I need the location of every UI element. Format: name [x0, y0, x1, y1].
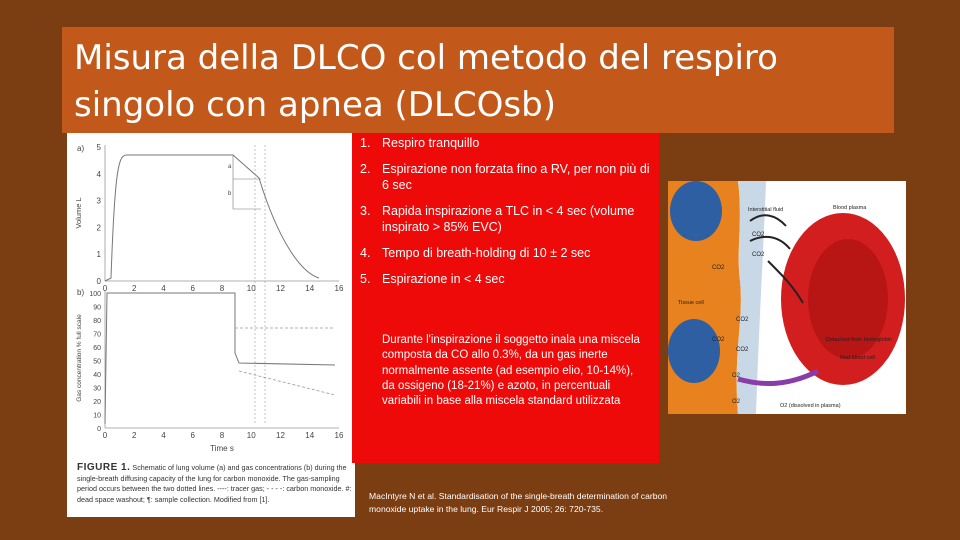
svg-text:CO2: CO2	[736, 347, 749, 353]
detached-hb-label: Detached from hemoglobin	[826, 337, 893, 343]
procedure-steps	[360, 135, 652, 297]
citation: MacIntyre N et al. Standardisation of the single-breath determination of carbon monoxide uptake in the lung. Eur Respir J 2005; 26: 720-735.	[369, 491, 668, 514]
tick-label: 6	[190, 431, 195, 440]
interstitial-label: Interstitial fluid	[748, 207, 784, 213]
tick-label: 14	[305, 284, 315, 293]
tick-label: 10	[246, 431, 256, 440]
rbc-label: Red blood cell	[840, 355, 875, 361]
tick-label: 80	[93, 318, 101, 325]
figure-caption	[77, 463, 353, 505]
tick-label: 90	[93, 304, 101, 312]
tick-label: 12	[276, 284, 285, 293]
tick-label: 0	[96, 277, 101, 286]
svg-text:CO2: CO2	[752, 232, 765, 238]
blood-plasma-label: Blood plasma	[833, 205, 867, 211]
tick-label: 70	[93, 331, 101, 339]
tick-label: 4	[161, 431, 166, 440]
svg-text:O2: O2	[732, 373, 741, 379]
tick-label: 8	[219, 431, 225, 440]
svg-text:CO2: CO2	[752, 252, 765, 258]
panel-b-xlabel: Time s	[210, 444, 234, 453]
svg-text:CO2: CO2	[712, 337, 725, 343]
tick-label: 0	[102, 284, 108, 293]
tick-label: 10	[246, 284, 256, 293]
tick-label: 40	[93, 372, 101, 379]
svg-text:O2: O2	[732, 399, 741, 405]
tick-label: 3	[96, 196, 101, 206]
procedure-panel	[352, 133, 659, 463]
step-item: 1. Respiro tranquillo	[360, 136, 480, 150]
panel-a-ylabel: Volume L	[74, 197, 83, 229]
tick-label: 1	[96, 250, 101, 260]
svg-text:CO2: CO2	[712, 265, 725, 271]
tick-label: 0	[102, 431, 108, 440]
tick-label: 14	[305, 431, 315, 440]
step-item: 4. Tempo di breath-holding di 10 ± 2 sec	[360, 246, 591, 260]
title-bar	[62, 27, 894, 133]
gas-exchange-illustration	[668, 181, 906, 414]
tick-label: 50	[93, 358, 101, 366]
tick-label: 20	[93, 399, 101, 406]
marker-a: a	[228, 164, 232, 170]
lung-volume-figure	[67, 133, 355, 517]
tick-label: 30	[93, 385, 101, 393]
tick-label: 12	[276, 431, 285, 440]
tick-label: 16	[334, 431, 344, 440]
figure-panel	[67, 133, 355, 517]
panel-b-label: b)	[77, 288, 85, 297]
tick-label: 16	[334, 284, 344, 293]
tick-label: 10	[93, 412, 101, 420]
tissue-cell-label: Tissue cell	[678, 300, 704, 306]
gas-exchange-diagram	[668, 181, 906, 414]
step-item: 2. Espirazione non forzata fino a RV, per non più di 6 sec	[360, 162, 650, 192]
marker-b: b	[228, 191, 232, 197]
carbon-monoxide-curve	[239, 371, 335, 395]
tick-label: 4	[96, 169, 101, 179]
tick-label: 2	[132, 284, 137, 293]
svg-text:CO2: CO2	[736, 317, 749, 323]
panel-b-ylabel: Gas concentration % full scale	[76, 314, 83, 402]
panel-a-label: a)	[77, 144, 85, 153]
tick-label: 2	[96, 223, 101, 233]
tick-label: 5	[96, 143, 101, 152]
tick-label: 0	[97, 426, 101, 433]
caption-bold: FIGURE 1.	[77, 462, 131, 473]
tick-label: 8	[219, 284, 225, 293]
o2-plasma-label: O2 (dissolved in plasma)	[780, 403, 841, 409]
gas-mixture-description: Durante l'inspirazione il soggetto inala una miscela composta da CO allo 0.3%, da un gas inerte normalmente assente (ad esempio elio, 10-14%), da ossigeno (18-21%) e azoto, in percentuali variabili in base alla miscela standard utilizzata	[382, 334, 640, 408]
step-item: 3. Rapida inspirazione a TLC in < 4 sec (volume inspirato > 85% EVC)	[360, 204, 635, 234]
lung-volume-curve	[105, 155, 319, 281]
tracer-gas-curve	[105, 293, 335, 424]
tick-label: 100	[89, 291, 101, 298]
slide-title: Misura della DLCO col metodo del respiro singolo con apnea (DLCOsb)	[74, 38, 778, 125]
tick-label: 2	[132, 431, 137, 440]
step-item: 5. Espirazione in < 4 sec	[360, 272, 505, 286]
caption-text: Schematic of lung volume (a) and gas concentrations (b) during the single-breath diffusing capacity of the lung for carbon monoxide. The gas-sampling period occurs between the two dotted lines. ----: tracer gas; - - - -: carbon monoxide. #: dead space washout; ¶: sample collection. Modified from [1].	[77, 463, 352, 504]
tick-label: 6	[190, 284, 195, 293]
tick-label: 4	[161, 284, 166, 293]
tick-label: 60	[93, 345, 101, 352]
